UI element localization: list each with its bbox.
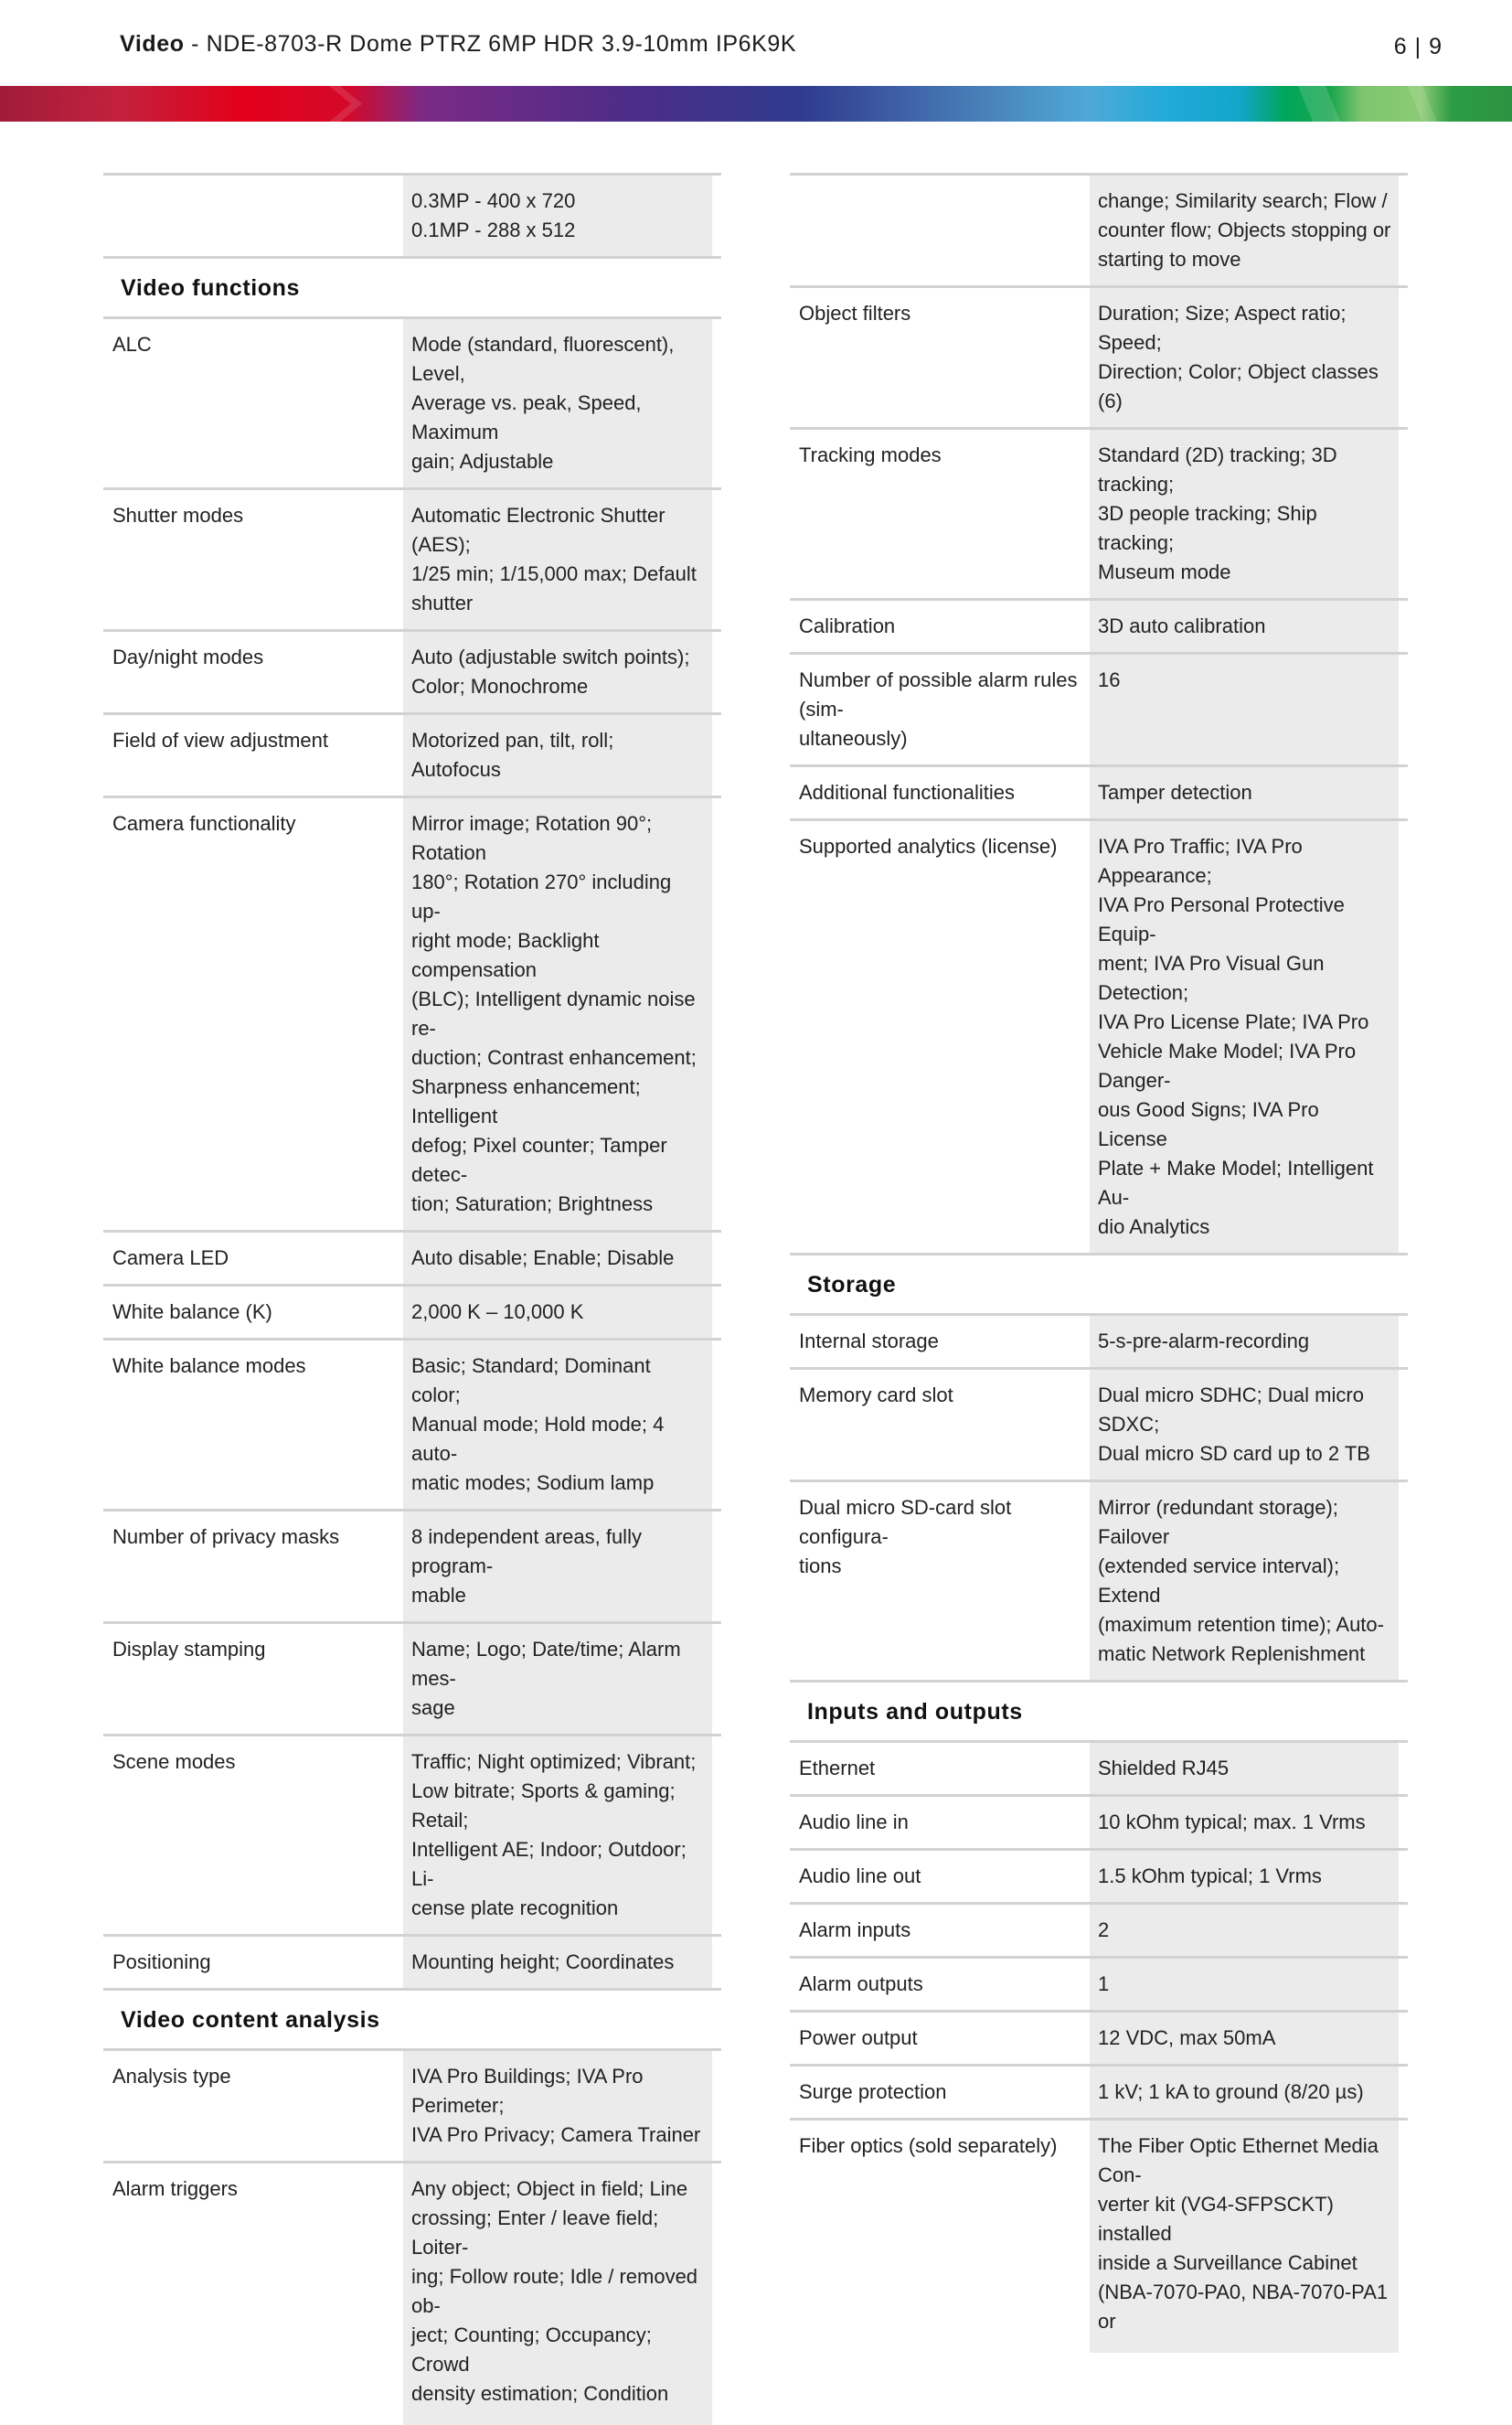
spec-value: 3D auto calibration bbox=[1090, 601, 1399, 652]
spec-label: Camera LED bbox=[112, 1246, 229, 1269]
spec-value: 1 kV; 1 kA to ground (8/20 µs) bbox=[1090, 2067, 1399, 2118]
spec-row-audio-line-out bbox=[790, 1848, 1408, 1902]
spec-value: 12 VDC, max 50mA bbox=[1090, 2013, 1399, 2064]
spec-value: Basic; Standard; Dominant color; Manual mode; Hold mode; 4 auto- matic modes; Sodium lamp bbox=[403, 1341, 712, 1509]
spec-row-ethernet bbox=[790, 1740, 1408, 1794]
spec-label: Alarm outputs bbox=[799, 1972, 923, 1995]
spec-row-object-filters bbox=[790, 285, 1408, 427]
spec-label: Display stamping bbox=[112, 1638, 266, 1661]
spec-row-field-of-view-adjustment bbox=[103, 712, 721, 796]
spec-row-camera-functionality bbox=[103, 796, 721, 1230]
spec-value: Mirror (redundant storage); Failover (extended service interval); Extend (maximum retention time); Auto- matic Network Replenishment bbox=[1090, 1482, 1399, 1680]
spec-row-camera-led bbox=[103, 1230, 721, 1284]
spec-label: Memory card slot bbox=[799, 1383, 953, 1406]
document-title-category: Video bbox=[120, 31, 185, 57]
spec-value: Tamper detection bbox=[1090, 767, 1399, 818]
spec-label: Camera functionality bbox=[112, 812, 296, 835]
spec-label: ALC bbox=[112, 333, 152, 356]
spec-row-continued bbox=[103, 173, 721, 256]
spec-value: Name; Logo; Date/time; Alarm mes- sage bbox=[403, 1624, 712, 1734]
spec-value: Mounting height; Coordinates bbox=[403, 1937, 712, 1988]
spec-label: Object filters bbox=[799, 302, 911, 325]
spec-row-fiber-optics-sold-separately bbox=[790, 2118, 1408, 2353]
spec-row-audio-line-in bbox=[790, 1794, 1408, 1848]
spec-row-shutter-modes bbox=[103, 487, 721, 629]
spec-value: Auto (adjustable switch points); Color; Monochrome bbox=[403, 632, 712, 712]
section-heading-storage: Storage bbox=[790, 1253, 1408, 1313]
spec-label: Shutter modes bbox=[112, 504, 244, 527]
spec-value: Motorized pan, tilt, roll; Autofocus bbox=[403, 715, 712, 796]
spec-row-memory-card-slot bbox=[790, 1367, 1408, 1480]
spec-label: Additional functionalities bbox=[799, 781, 1016, 804]
spec-value: 1 bbox=[1090, 1959, 1399, 2010]
section-heading-video-functions: Video functions bbox=[103, 256, 721, 316]
spec-label bbox=[103, 176, 403, 256]
spec-value: Duration; Size; Aspect ratio; Speed; Direction; Color; Object classes (6) bbox=[1090, 288, 1399, 427]
spec-value: change; Similarity search; Flow / counter flow; Objects stopping or starting to move bbox=[1090, 176, 1399, 285]
spec-row-day-night-modes bbox=[103, 629, 721, 712]
spec-label: Audio line out bbox=[799, 1864, 921, 1887]
spec-row-white-balance-modes bbox=[103, 1338, 721, 1509]
spec-value: 16 bbox=[1090, 655, 1399, 764]
spec-row-alarm-inputs bbox=[790, 1902, 1408, 1956]
spec-row-number-of-possible-alarm-rules-sim-ultaneously bbox=[790, 652, 1408, 764]
document-title-product: - NDE-8703-R Dome PTRZ 6MP HDR 3.9-10mm IP6K9K bbox=[184, 31, 797, 57]
spec-label: Tracking modes bbox=[799, 443, 942, 466]
spec-value: 2,000 K – 10,000 K bbox=[403, 1287, 712, 1338]
spec-row-dual-micro-sd-card-slot-configura-tions bbox=[790, 1480, 1408, 1680]
spec-label: Dual micro SD-card slot configura- tions bbox=[799, 1496, 1012, 1577]
spec-row-continued bbox=[790, 173, 1408, 285]
spec-value: Traffic; Night optimized; Vibrant; Low bitrate; Sports & gaming; Retail; Intelligent AE; Indoor; Outdoor; Li- cense plate recognition bbox=[403, 1736, 712, 1934]
spec-label: Surge protection bbox=[799, 2080, 947, 2103]
spec-row-white-balance-k bbox=[103, 1284, 721, 1338]
spec-label bbox=[790, 176, 1090, 285]
spec-row-positioning bbox=[103, 1934, 721, 1988]
spec-value: Dual micro SDHC; Dual micro SDXC; Dual micro SD card up to 2 TB bbox=[1090, 1370, 1399, 1480]
spec-value: 5-s-pre-alarm-recording bbox=[1090, 1316, 1399, 1367]
section-heading-inputs-and-outputs: Inputs and outputs bbox=[790, 1680, 1408, 1740]
section-heading-video-content-analysis: Video content analysis bbox=[103, 1988, 721, 2048]
spec-row-number-of-privacy-masks bbox=[103, 1509, 721, 1621]
spec-label: Fiber optics (sold separately) bbox=[799, 2134, 1058, 2157]
spec-label: Power output bbox=[799, 2026, 918, 2049]
spec-value: Shielded RJ45 bbox=[1090, 1743, 1399, 1794]
spec-table-left bbox=[103, 173, 721, 2425]
spec-label: Calibration bbox=[799, 614, 896, 637]
spec-row-surge-protection bbox=[790, 2064, 1408, 2118]
spec-row-alc bbox=[103, 316, 721, 487]
spec-row-analysis-type bbox=[103, 2048, 721, 2161]
spec-value: 8 independent areas, fully program- mable bbox=[403, 1512, 712, 1621]
spec-value: Any object; Object in field; Line crossing; Enter / leave field; Loiter- ing; Follow route; Idle / removed ob- ject; Counting; Occupancy; Crowd density estimation; Condition bbox=[403, 2163, 712, 2425]
spec-label: White balance modes bbox=[112, 1354, 306, 1377]
spec-label: Number of possible alarm rules (sim- ultaneously) bbox=[799, 668, 1078, 750]
spec-row-tracking-modes bbox=[790, 427, 1408, 598]
page-header bbox=[120, 31, 1443, 68]
spec-value: IVA Pro Traffic; IVA Pro Appearance; IVA Pro Personal Protective Equip- ment; IVA Pro Visual Gun Detection; IVA Pro License Plate; IVA Pro Vehicle Make Model; IVA Pro Danger- ous Good Signs; IVA Pro License Plate + Make Model; Intelligent Au- dio Analytics bbox=[1090, 821, 1399, 1253]
color-bar-fill bbox=[0, 86, 1512, 122]
spec-label: Supported analytics (license) bbox=[799, 835, 1058, 858]
spec-value: 0.3MP - 400 x 720 0.1MP - 288 x 512 bbox=[403, 176, 712, 256]
spec-label: Day/night modes bbox=[112, 646, 264, 668]
spec-value: Mode (standard, fluorescent), Level, Average vs. peak, Speed, Maximum gain; Adjustable bbox=[403, 319, 712, 487]
document-title bbox=[120, 31, 796, 58]
spec-value: 2 bbox=[1090, 1905, 1399, 1956]
spec-row-alarm-triggers bbox=[103, 2161, 721, 2425]
spec-row-power-output bbox=[790, 2010, 1408, 2064]
spec-label: Alarm triggers bbox=[112, 2177, 238, 2200]
spec-row-alarm-outputs bbox=[790, 1956, 1408, 2010]
spec-value: Automatic Electronic Shutter (AES); 1/25 min; 1/15,000 max; Default shutter bbox=[403, 490, 712, 629]
spec-value: Standard (2D) tracking; 3D tracking; 3D people tracking; Ship tracking; Museum mode bbox=[1090, 430, 1399, 598]
spec-value: The Fiber Optic Ethernet Media Con- verter kit (VG4-SFPSCKT) installed inside a Surveillance Cabinet (NBA-7070-PA0, NBA-7070-PA1 or bbox=[1090, 2121, 1399, 2353]
spec-value: 1.5 kOhm typical; 1 Vrms bbox=[1090, 1851, 1399, 1902]
spec-row-internal-storage bbox=[790, 1313, 1408, 1367]
spec-label: Ethernet bbox=[799, 1757, 876, 1779]
spec-label: Positioning bbox=[112, 1950, 211, 1973]
spec-label: White balance (K) bbox=[112, 1300, 272, 1323]
spec-row-additional-functionalities bbox=[790, 764, 1408, 818]
spec-row-supported-analytics-license bbox=[790, 818, 1408, 1253]
spec-table-right bbox=[790, 173, 1408, 2353]
spec-value: Auto disable; Enable; Disable bbox=[403, 1233, 712, 1284]
spec-value: IVA Pro Buildings; IVA Pro Perimeter; IVA Pro Privacy; Camera Trainer bbox=[403, 2051, 712, 2161]
spec-label: Analysis type bbox=[112, 2065, 231, 2088]
spec-row-calibration bbox=[790, 598, 1408, 652]
spec-label: Field of view adjustment bbox=[112, 729, 328, 752]
spec-value: Mirror image; Rotation 90°; Rotation 180°; Rotation 270° including up- right mode; Backlight compensation (BLC); Intelligent dynamic noise re- duction; Contrast enhancement; Sharpness enhancement; Intelligent defog; Pixel counter; Tamper detec- tion; Saturation; Brightness bbox=[403, 798, 712, 1230]
spec-label: Number of privacy masks bbox=[112, 1525, 340, 1548]
spec-row-scene-modes bbox=[103, 1734, 721, 1934]
page-number: 6 | 9 bbox=[1393, 34, 1443, 59]
spec-label: Alarm inputs bbox=[799, 1918, 911, 1941]
brand-color-bar bbox=[0, 86, 1512, 122]
spec-label: Scene modes bbox=[112, 1750, 236, 1773]
spec-label: Internal storage bbox=[799, 1330, 939, 1352]
spec-value: 10 kOhm typical; max. 1 Vrms bbox=[1090, 1797, 1399, 1848]
spec-row-display-stamping bbox=[103, 1621, 721, 1734]
spec-label: Audio line in bbox=[799, 1811, 909, 1833]
